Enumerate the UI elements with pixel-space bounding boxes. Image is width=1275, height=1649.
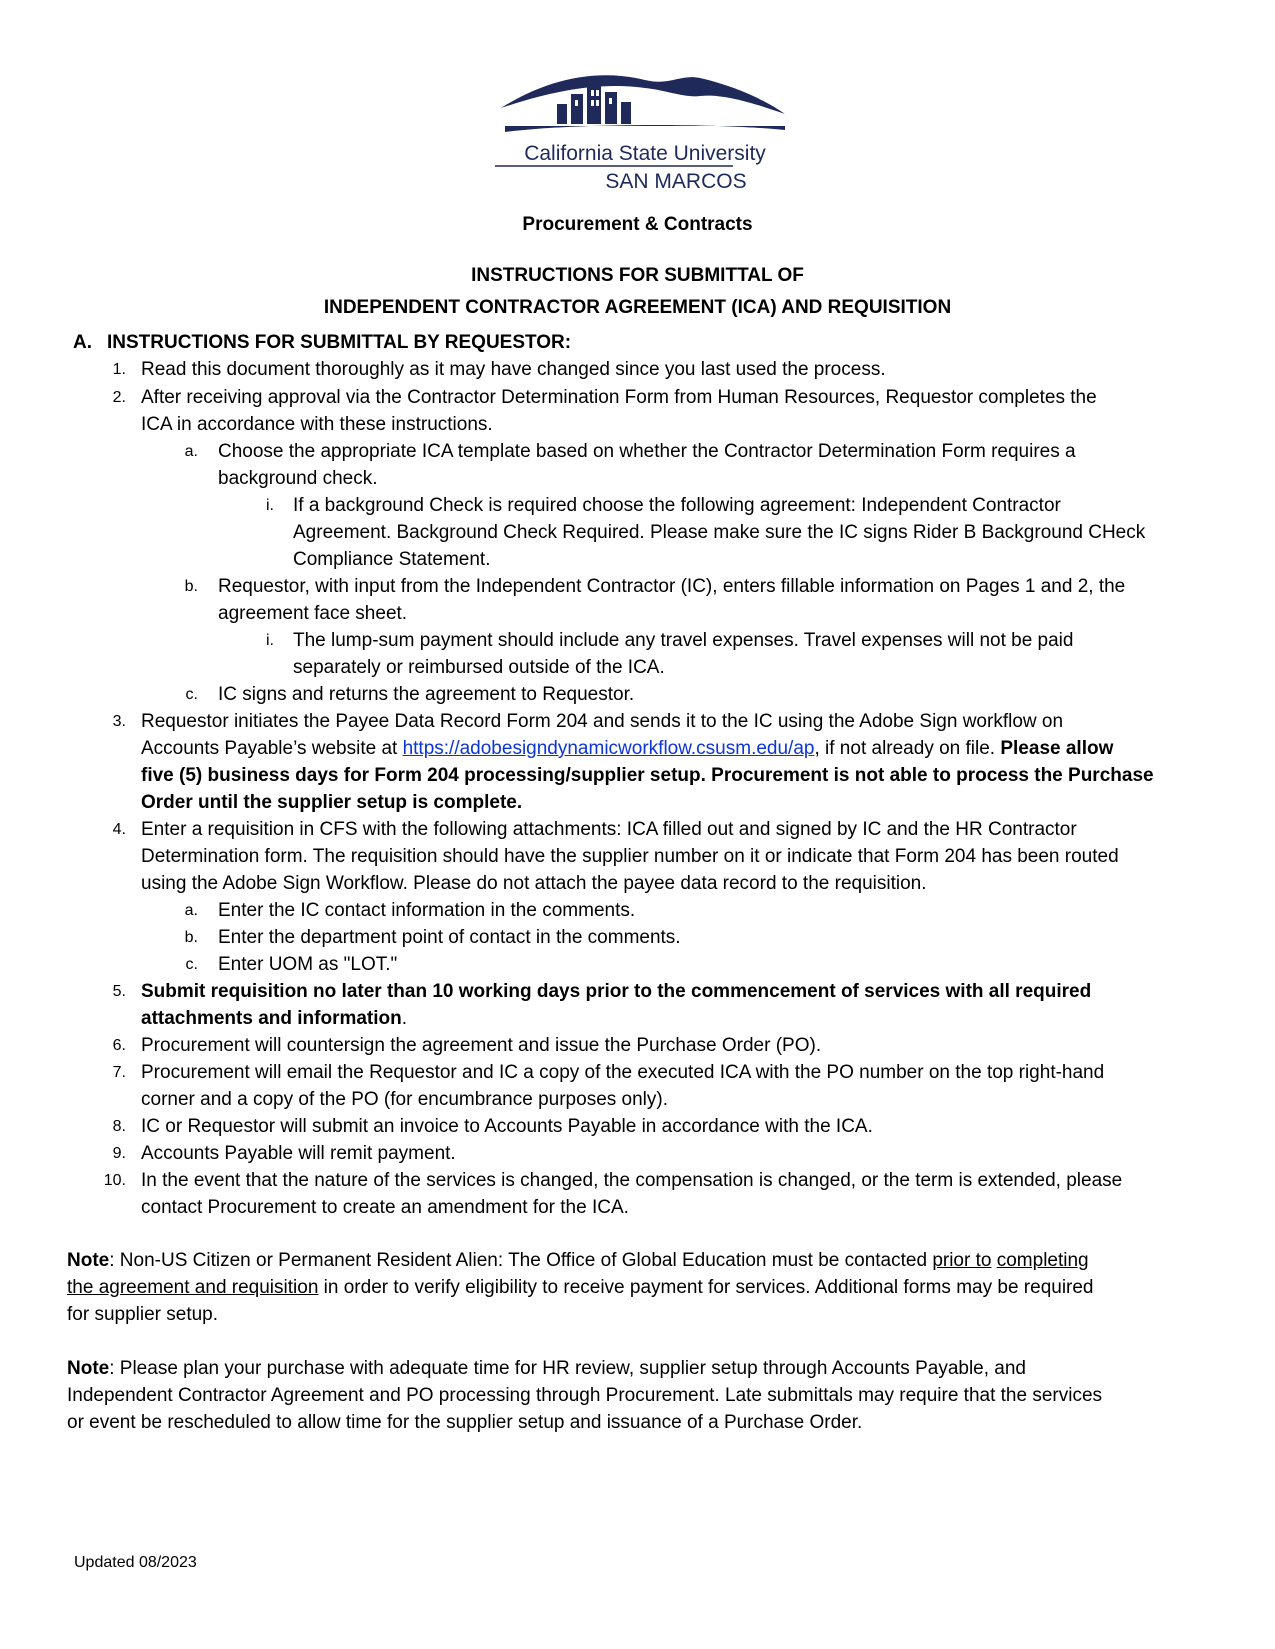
item-2a-i-marker: i. [266, 497, 274, 514]
item-4b-marker: b. [184, 929, 198, 946]
csusm-logo [495, 68, 795, 203]
item-4a-text: Enter the IC contact information in the comments. [218, 900, 636, 921]
item-2-number: 2. [112, 389, 126, 406]
item-2a-i-text-line2: Agreement. Background Check Required. Please make sure the IC signs Rider B Background CHeck [293, 522, 1146, 543]
note-2-line1-text: : Please plan your purchase with adequate time for HR review, supplier setup through Accounts Payable, and [109, 1358, 1026, 1379]
note-1-line2-post: in order to verify eligibility to receive payment for services. Additional forms may be required [318, 1277, 1094, 1298]
item-2b-i-text-line2: separately or reimbursed outside of the ICA. [293, 657, 665, 678]
item-8-text: IC or Requestor will submit an invoice to Accounts Payable in accordance with the ICA. [141, 1116, 873, 1137]
logo-line1: California State University [524, 142, 766, 165]
item-2a-i-text-line1: If a background Check is required choose the following agreement: Independent Contractor [293, 495, 1061, 516]
logo-line2: SAN MARCOS [605, 170, 747, 193]
item-2c-text: IC signs and returns the agreement to Requestor. [218, 684, 635, 705]
item-2a-text-line1: Choose the appropriate ICA template based on whether the Contractor Determination Form requires a [218, 441, 1076, 462]
item-1-text: Read this document thoroughly as it may have changed since you last used the process. [141, 359, 886, 380]
item-4-number: 4. [112, 821, 126, 838]
item-1-number: 1. [112, 361, 126, 378]
item-4b-text: Enter the department point of contact in the comments. [218, 927, 681, 948]
item-3-text-line2-pre: Accounts Payable’s website at [141, 738, 403, 759]
item-4a-marker: a. [184, 902, 198, 919]
adobe-sign-workflow-link[interactable]: https://adobesigndynamicworkflow.csusm.edu/ap [402, 738, 815, 759]
note-1-line1 [67, 1247, 1089, 1275]
item-10-text-line2: contact Procurement to create an amendment for the ICA. [141, 1197, 629, 1218]
item-5-text-line1: Submit requisition no later than 10 working days prior to the commencement of services with all required [141, 981, 1092, 1002]
item-3-text-line2 [141, 735, 1113, 763]
item-4-text-line1: Enter a requisition in CFS with the following attachments: ICA filled out and signed by IC and the HR Contractor [141, 819, 1077, 840]
item-5-text-line2 [141, 1005, 407, 1033]
item-5-number: 5. [112, 983, 126, 1000]
item-2b-i-text-line1: The lump-sum payment should include any travel expenses. Travel expenses will not be paid [293, 630, 1074, 651]
note-1-line2 [67, 1274, 1094, 1302]
item-5-text-line2-tail: . [401, 1008, 408, 1029]
item-2c-marker: c. [185, 686, 198, 703]
section-a-heading: INSTRUCTIONS FOR SUBMITTAL BY REQUESTOR: [107, 332, 572, 353]
note-1-label: Note [67, 1250, 110, 1271]
item-4-text-line3: using the Adobe Sign Workflow. Please do not attach the payee data record to the requisition. [141, 873, 927, 894]
item-2a-i-text-line3: Compliance Statement. [293, 549, 491, 570]
item-3-text-line3: five (5) business days for Form 204 processing/supplier setup. Procurement is not able to process the Purchase [141, 765, 1154, 786]
note-1-underline-completing: completing [996, 1250, 1089, 1271]
item-2a-marker: a. [184, 443, 198, 460]
item-6-text: Procurement will countersign the agreement and issue the Purchase Order (PO). [141, 1035, 822, 1056]
item-10-text-line1: In the event that the nature of the services is changed, the compensation is changed, or the term is extended, please [141, 1170, 1123, 1191]
item-5-text-line2-bold: attachments and information [141, 1008, 402, 1029]
note-1-line1-pre: : Non-US Citizen or Permanent Resident Alien: The Office of Global Education must be contacted [109, 1250, 933, 1271]
item-8-number: 8. [112, 1118, 126, 1135]
item-6-number: 6. [112, 1037, 126, 1054]
item-9-text: Accounts Payable will remit payment. [141, 1143, 456, 1164]
section-a-marker: A. [73, 332, 92, 353]
item-7-number: 7. [112, 1064, 126, 1081]
note-2-line2: Independent Contractor Agreement and PO processing through Procurement. Late submittals may require that the services [67, 1385, 1103, 1406]
item-7-text-line1: Procurement will email the Requestor and IC a copy of the executed ICA with the PO number on the top right-hand [141, 1062, 1105, 1083]
document-title-line2: INDEPENDENT CONTRACTOR AGREEMENT (ICA) AND REQUISITION [323, 297, 952, 318]
item-4-text-line2: Determination form. The requisition should have the supplier number on it or indicate that Form 204 has been routed [141, 846, 1119, 867]
item-9-number: 9. [112, 1145, 126, 1162]
note-2-line1 [67, 1355, 1026, 1383]
note-1-underline-agreement: the agreement and requisition [67, 1277, 319, 1298]
item-2-text-line1: After receiving approval via the Contractor Determination Form from Human Resources, Requestor completes the [141, 387, 1097, 408]
item-2b-marker: b. [184, 578, 198, 595]
item-7-text-line2: corner and a copy of the PO (for encumbrance purposes only). [141, 1089, 668, 1110]
item-2-text-line2: ICA in accordance with these instructions. [141, 414, 493, 435]
item-10-number: 10. [103, 1172, 126, 1189]
item-2a-text-line2: background check. [218, 468, 378, 489]
item-2b-text-line1: Requestor, with input from the Independent Contractor (IC), enters fillable information on Pages 1 and 2, the [218, 576, 1126, 597]
item-3-text-line2-mid: , if not already on file. [814, 738, 1001, 759]
note-2-label: Note [67, 1358, 110, 1379]
item-3-text-line1: Requestor initiates the Payee Data Record Form 204 and sends it to the IC using the Adobe Sign workflow on [141, 711, 1064, 732]
item-3-number: 3. [112, 713, 126, 730]
item-2b-i-marker: i. [266, 632, 274, 649]
note-1-underline-prior-to: prior to [932, 1250, 992, 1271]
item-4c-text: Enter UOM as "LOT." [218, 954, 398, 975]
note-1-line3: for supplier setup. [67, 1304, 219, 1325]
item-2b-text-line2: agreement face sheet. [218, 603, 408, 624]
item-4c-marker: c. [185, 956, 198, 973]
department-title: Procurement & Contracts [522, 214, 753, 235]
document-title-line1: INSTRUCTIONS FOR SUBMITTAL OF [471, 265, 804, 286]
updated-date: Updated 08/2023 [74, 1554, 197, 1571]
item-3-text-line4: Order until the supplier setup is complete. [141, 792, 523, 813]
note-2-line3: or event be rescheduled to allow time for the supplier setup and issuance of a Purchase Order. [67, 1412, 863, 1433]
item-3-text-line2-bold: Please allow [1000, 738, 1114, 759]
